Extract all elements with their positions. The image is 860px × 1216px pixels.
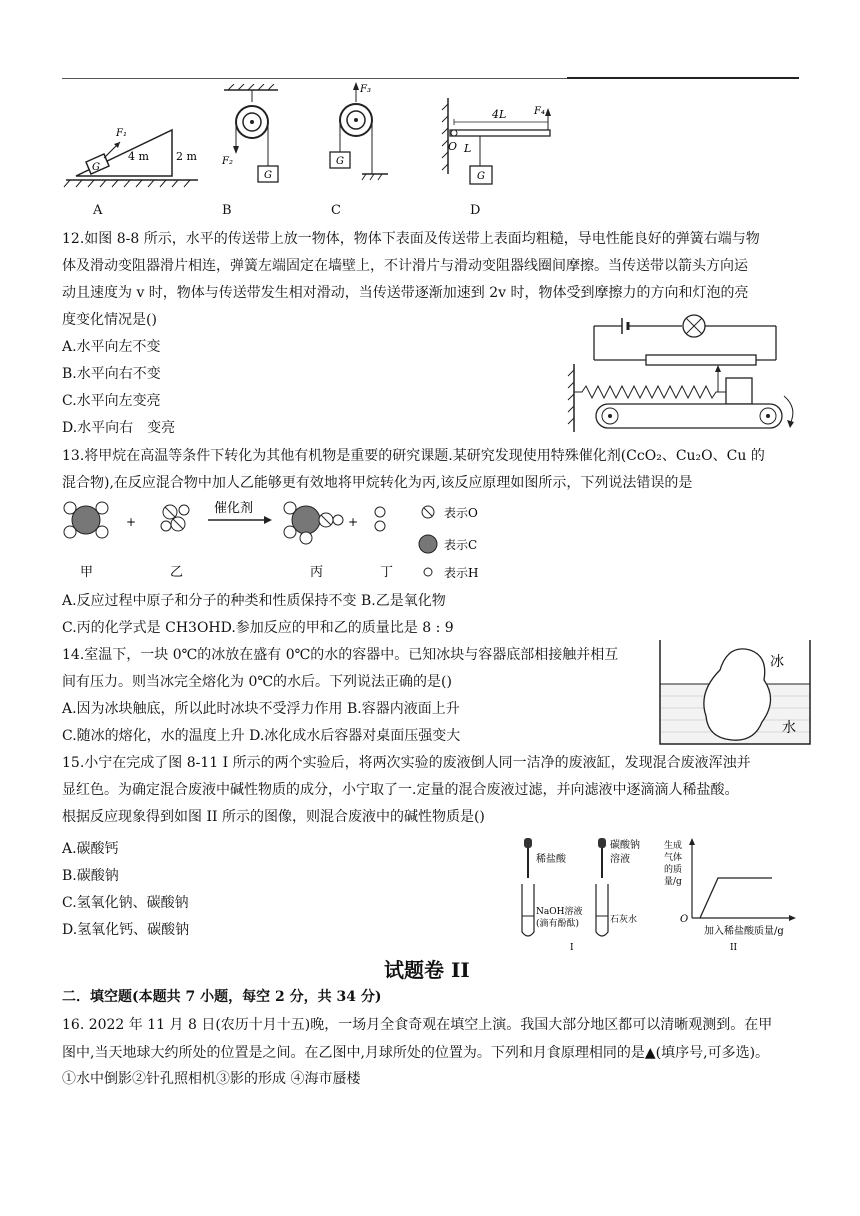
c-force-label: F₃: [360, 84, 371, 95]
caption-a: A: [93, 203, 103, 218]
q14-line-1: 14.室温下，一块 0℃的冰放在盛有 0℃的水的容器中。已知冰块与容器底部相接触并相互: [62, 647, 619, 663]
q12-conveyor-circuit-figure: [566, 312, 810, 438]
tube1-content2: (滴有酚酞): [536, 919, 580, 929]
graph-xlabel: 加入稀盐酸质量/g: [704, 926, 784, 937]
d-long-arm-label: 4L: [492, 108, 507, 121]
q15-option-b: B.碳酸钠: [62, 868, 119, 884]
q12-line-2: 体及滑动变阻器滑片相连，弹簧左端固定在墙壁上，不计滑片与滑动变阻器线圈间摩擦。当传送带以箭头方向运: [62, 258, 748, 274]
q16-line-2: 图中,当天地球大约所处的位置是之间。在乙图中,月球所处的位置为。下列和月食原理相同的是▲(填序号,可多选)。: [62, 1045, 770, 1061]
graph-ylabel-1: 生成: [664, 841, 683, 851]
a-slope-label: 4 m: [128, 150, 149, 163]
molecule-ding: [375, 507, 385, 531]
b-force-label: F₂: [222, 156, 233, 167]
q16-line-1: 16. 2022 年 11 月 8 日(农历十月十五)晚，一场月全食奇观在填空上演。我国大部分地区都可以清晰观测到。在甲: [62, 1017, 773, 1033]
q15-experiment-figure: [514, 836, 798, 954]
a-weight-label: G: [92, 162, 100, 173]
d-force-label: F₄: [534, 106, 545, 117]
figure-11-a-incline: [62, 120, 202, 188]
graph-origin: O: [680, 914, 689, 925]
q14-ice-container-figure: [658, 640, 812, 746]
panel-ii-label: II: [730, 943, 738, 953]
q15-option-a: A.碳酸钙: [62, 841, 119, 857]
svg-text:+: +: [348, 515, 359, 529]
section-2-header: 二．填空题(本题共 7 小题，每空 2 分，共 34 分): [62, 989, 382, 1005]
graph-curve: [700, 878, 772, 918]
caption-b: B: [222, 203, 232, 218]
q14-options-1: A.因为冰块触底，所以此时冰块不受浮力作用 B.容器内液面上升: [62, 701, 460, 717]
header-rule-left: [62, 78, 567, 79]
q15-line-1: 15.小宁在完成了图 8-11 I 所示的两个实验后，将两次实验的废液倒人同一洁净的废液缸，发现混合废液浑浊并: [62, 755, 751, 771]
q16-line-3: ①水中倒影②针孔照相机③影的形成 ④海市蜃楼: [62, 1071, 361, 1087]
molecule-jia: [64, 502, 108, 538]
caption-d: D: [470, 203, 481, 218]
graph-ylabel-4: 量/g: [664, 877, 682, 887]
q12-option-a: A.水平向左不变: [62, 339, 161, 355]
tube2-label-2: 溶液: [610, 854, 630, 865]
section-title: 试题卷 II: [384, 958, 470, 982]
caption-c: C: [331, 203, 341, 218]
svg-text:+: +: [126, 515, 137, 529]
molecule-label-ding: 丁: [380, 565, 394, 580]
q13-line-1: 13.将甲烷在高温等条件下转化为其他有机物是重要的研究课题.某研究发现使用特殊催化剂(CcO₂、Cu₂O、Cu 的: [62, 448, 765, 464]
q12-line-4: 度变化情况是(): [62, 312, 157, 328]
d-pivot-label: O: [448, 140, 458, 153]
tube2-label-1: 碳酸钠: [610, 840, 640, 851]
water-label: 水: [782, 720, 796, 736]
q15-line-3: 根据反应现象得到如图 II 所示的图像，则混合废液中的碱性物质是(): [62, 809, 485, 825]
molecule-bing: [284, 502, 343, 544]
legend-c-icon: [419, 535, 437, 553]
legend-h: 表示H: [444, 566, 479, 580]
q12-option-d: D.水平向右 变亮: [62, 420, 176, 436]
q15-option-d: D.氢氧化钙、碳酸钠: [62, 922, 190, 938]
d-weight-label: G: [477, 171, 485, 182]
q12-line-3: 动且速度为 v 时，物体与传送带发生相对滑动，当传送带逐渐加速到 2v 时，物体受到摩擦力的方向和灯泡的亮: [62, 285, 749, 301]
b-weight-label: G: [264, 170, 272, 181]
q13-options-2: C.丙的化学式是 CH3OHD.参加反应的甲和乙的质量比是 8 : 9: [62, 620, 454, 636]
q15-option-c: C.氢氧化钠、碳酸钠: [62, 895, 189, 911]
legend-h-icon: [424, 568, 432, 576]
d-short-arm-label: L: [464, 142, 472, 155]
a-height-label: 2 m: [176, 150, 197, 163]
header-rule-right: [567, 77, 799, 79]
c-weight-label: G: [336, 156, 344, 167]
figure-11-c-pulley: [322, 80, 390, 184]
ice-label: 冰: [770, 654, 784, 670]
q12-option-c: C.水平向左变亮: [62, 393, 161, 409]
q14-line-2: 间有压力。则当冰完全熔化为 0℃的水后。下列说法正确的是(): [62, 674, 452, 690]
figure-11-d-lever: [440, 94, 560, 194]
tube1-content: NaOH溶液: [536, 907, 583, 917]
figure-11-b-pulley: [216, 84, 286, 192]
q14-options-2: C.随冰的熔化，水的温度上升 D.冰化成水后容器对桌面压强变大: [62, 728, 461, 744]
legend-c: 表示C: [444, 538, 478, 552]
catalyst-label: 催化剂: [214, 501, 254, 516]
q15-line-2: 显红色。为确定混合废液中碱性物质的成分，小宁取了一.定量的混合废液过滤，并向滤液中逐滴滴人稀盐酸。: [62, 782, 739, 798]
q13-options-1: A.反应过程中原子和分子的种类和性质保持不变 B.乙是氧化物: [62, 593, 446, 609]
legend-o: 表示O: [444, 506, 478, 520]
molecule-label-bing: 丙: [310, 565, 324, 580]
molecule-label-yi: 乙: [170, 565, 184, 580]
panel-i-label: I: [570, 943, 574, 953]
q13-reaction-diagram: [62, 498, 522, 584]
q12-line-1: 12.如图 8-8 所示，水平的传送带上放一物体，物体下表面及传送带上表面均粗糙，导电性能良好的弹簧右端与物: [62, 231, 760, 247]
q12-option-b: B.水平向右不变: [62, 366, 161, 382]
a-force-label: F₁: [116, 128, 127, 139]
graph-ylabel-3: 的质: [664, 865, 683, 875]
graph-ylabel-2: 气体: [664, 853, 683, 863]
q13-line-2: 混合物),在反应混合物中加人乙能够更有效地将甲烷转化为丙,该反应原理如图所示，下列说法错误的是: [62, 475, 693, 491]
molecule-yi: [161, 505, 189, 531]
tube2-content: 石灰水: [610, 915, 638, 925]
molecule-label-jia: 甲: [80, 565, 94, 580]
tube1-label: 稀盐酸: [536, 854, 566, 865]
